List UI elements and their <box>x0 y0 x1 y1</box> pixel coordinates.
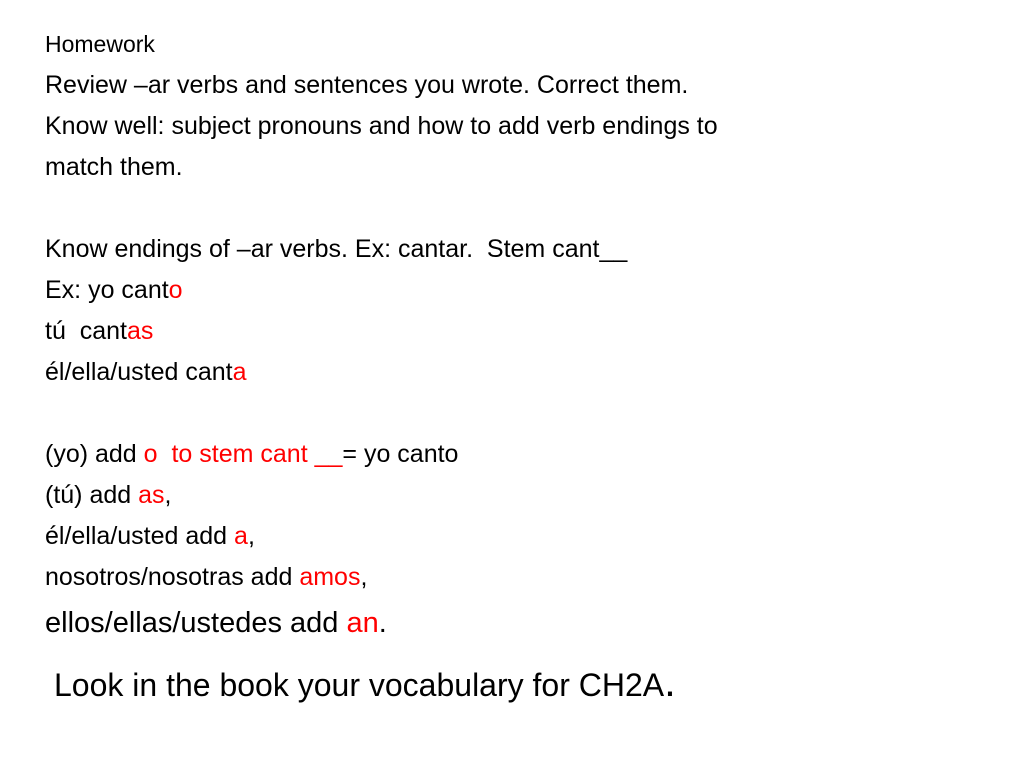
rule-yo <box>45 434 985 475</box>
example-el <box>45 352 985 393</box>
rule-nosotros-ending: amos <box>299 563 361 591</box>
example-yo-ending: o <box>168 276 183 304</box>
rule-tu-prefix: (tú) add <box>45 481 139 509</box>
rule-el-ending: a <box>234 522 248 550</box>
slide-text-body <box>45 24 985 711</box>
rule-nosotros-suffix: , <box>360 563 368 591</box>
homework-title: Homework <box>45 31 155 57</box>
example-yo <box>45 270 985 311</box>
example-tu <box>45 311 985 352</box>
blank-line <box>45 188 985 229</box>
rule-ellos-ending: an <box>346 607 379 639</box>
rule-yo-prefix: (yo) add <box>45 440 144 468</box>
rule-nosotros <box>45 557 985 598</box>
rule-nosotros-prefix: nosotros/nosotras add <box>45 563 300 591</box>
review-instruction: Review –ar verbs and sentences you wrote. Correct them. <box>45 71 689 99</box>
know-well-instruction-line1: Know well: subject pronouns and how to add verb endings to <box>45 112 718 140</box>
rule-el <box>45 516 985 557</box>
rule-ellos-suffix: . <box>378 607 387 639</box>
example-tu-ending: as <box>127 317 154 345</box>
rule-ellos-prefix: ellos/ellas/ustedes add <box>45 607 347 639</box>
rule-el-suffix: , <box>247 522 255 550</box>
rule-yo-ending: o <box>143 440 158 468</box>
rule-tu <box>45 475 985 516</box>
rule-yo-middle: to stem cant __ <box>157 440 343 468</box>
closing-instruction <box>45 659 985 711</box>
blank-line <box>45 393 985 434</box>
rule-tu-ending: as <box>138 481 165 509</box>
endings-intro: Know endings of –ar verbs. Ex: cantar. Stem cant__ <box>45 235 628 263</box>
rule-ellos <box>45 600 985 647</box>
example-el-ending: a <box>232 358 247 386</box>
example-tu-stem: tú cant <box>45 317 127 345</box>
rule-tu-suffix: , <box>164 481 172 509</box>
closing-text: Look in the book your vocabulary for CH2A <box>54 667 665 703</box>
closing-period: . <box>664 658 676 705</box>
know-well-instruction-line2: match them. <box>45 153 183 181</box>
rule-el-prefix: él/ella/usted add <box>45 522 235 550</box>
example-el-stem: él/ella/usted cant <box>45 358 233 386</box>
rule-yo-suffix: = yo canto <box>342 440 459 468</box>
example-yo-stem: Ex: yo cant <box>45 276 169 304</box>
